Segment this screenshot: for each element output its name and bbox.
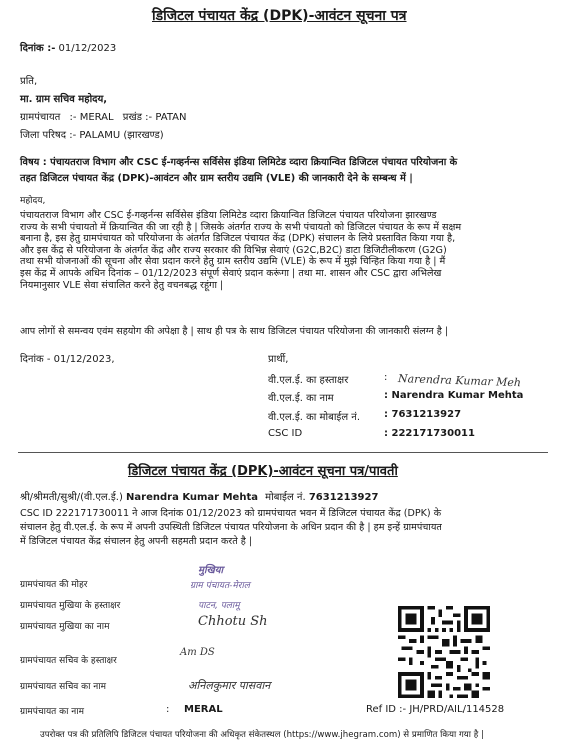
signoff-date: दिनांक - 01/12/2023, (20, 354, 115, 365)
block-value: PATAN (155, 112, 187, 123)
head-name-signature: Chhotu Sh (198, 614, 268, 629)
receipt-line-3: संचालन हेतु वी.एल.ई. के रूप में अपनी उपस्थिती डिजिटल पंचायत परियोजना के अधिन प्रदान की है | हम इन्हें ग्रामपंचायत (20, 522, 442, 533)
receipt-paragraph (20, 507, 442, 549)
panchayat-line (20, 109, 186, 123)
secretary-name-label: ग्रामपंचायत सचिव का नाम (20, 682, 106, 692)
footer-note: उपरोक्त पत्र की प्रतिलिपि डिजिटल पंचायत परियोजना की अधिकृत संकेतस्थल (https://www.jhegram.com) से प्रमाणित किया गया है | (40, 730, 484, 740)
subject-line-2: तहत डिजिटल पंचायत केंद्र (DPK)-आवंटन और ग्राम स्तरीय उद्यमि (VLE) की जानकारी देने के सम्बन्ध में | (20, 173, 413, 184)
vle-mobile-value: : 7631213927 (384, 409, 462, 420)
ref-id: Ref ID :- JH/PRD/AIL/114528 (366, 704, 505, 715)
secretary-sig-label: ग्रामपंचायत सचिव के हस्ताक्षर (20, 656, 117, 666)
vle-name-label: वी.एल.ई. का नाम (268, 393, 334, 404)
panchayat-value: :- MERAL (69, 112, 114, 123)
vle-sig-label: वी.एल.ई. का हस्ताक्षर (268, 375, 349, 386)
secretary-signature: Am DS (180, 647, 215, 658)
vle-sig-colon: : (384, 372, 388, 383)
qr-code (398, 606, 490, 698)
head-sig-text: पाटन, पलामू (198, 601, 240, 611)
receipt-line-1 (20, 489, 378, 503)
body-line: पंचायतराज विभाग और CSC ई-गव्हर्नन्स सर्विसेस इंडिया लिमिटेड व्दारा क्रियान्वित डिजिटल पंचायत परियोजना झारखण्ड (20, 210, 437, 221)
district-label: जिला परिषद (20, 130, 67, 141)
seal-text-1: मुखिया (198, 565, 224, 576)
seal-text-2: ग्राम पंचायत-मेराल (190, 581, 250, 591)
subject-line-1: विषय : पंचायतराज विभाग और CSC ई-गव्हर्नन्स सर्विसेस इंडिया लिमिटेड व्दारा क्रियान्वित डिजिटल पंचायत परियोजना के (20, 157, 458, 168)
body-line: बनाना है, इस हेतु ग्रामपंचायत को परियोजना के अंतर्गत डिजिटल पंचायत केंद्र (DPK) संचालन के लिये प्रस्तावित किया गया है, (20, 233, 456, 245)
page-title: डिजिटल पंचायत केंद्र (DPK)-आवंटन सूचना पत्र (152, 8, 407, 24)
prati-text: प्रति, (20, 76, 38, 87)
receipt-mobile-label: मोबाईल नं. (265, 492, 306, 503)
district-value: :- PALAMU (झारखण्ड) (69, 130, 164, 141)
body-line: इस केंद्र में आपके अधिन दिनांक – 01/12/2023 संपूर्ण सेवाएं प्रदान करूंगा | तथा मा. शासन और CSC द्वारा अभिलेख (20, 267, 442, 279)
subject-block (20, 155, 457, 187)
panchayat-label: ग्रामपंचायत (20, 112, 61, 123)
gp-name-colon: : (166, 704, 170, 715)
csc-id-label: CSC ID (268, 428, 303, 439)
receipt-prefix: श्री/श्रीमती/सुश्री/(वी.एल.ई.) (20, 492, 123, 503)
body-line: और इस केंद्र से परियोजना के अंतर्गत केंद्र और राज्य सरकार की विभिन्न सेवाएं (G2C,B2C) डाटा डिजिटीलीकरण (G2G) (20, 244, 447, 256)
body-paragraph (20, 210, 461, 291)
seal-label: ग्रामपंचायत की मोहर (20, 580, 88, 590)
body-line: राज्य के सभी पंचायतो में क्रियान्वित की जा रही है | जिसके अंतर्गत राज्य के सभी पंचायतो को डिजिटल पंचायत के रूप में सक्षम (20, 221, 462, 233)
receipt-line-2: CSC ID 222171730011 ने आज दिनांक 01/12/2023 को ग्रामपंचायत भवन में डिजिटल पंचायत केंद्र (DPK) के (20, 508, 442, 519)
receipt-vle-name: Narendra Kumar Mehta (126, 492, 258, 503)
date-value: 01/12/2023 (58, 43, 117, 54)
date-label: दिनांक :- (20, 43, 56, 54)
vle-mobile-label: वी.एल.ई. का मोबाईल नं. (268, 412, 361, 423)
body-line: तथा सभी योजनाओं की सूचना और सेवा प्रदान करने हेतु ग्राम स्तरीय उद्यमि (VLE) के रूप में मुझे चिन्हित किया गया है | मैं (20, 256, 446, 268)
head-name-label: ग्रामपंचायत मुखिया का नाम (20, 622, 110, 632)
receipt-title: डिजिटल पंचायत केंद्र (DPK)-आवंटन सूचना पत्र/पावती (128, 464, 398, 479)
vle-signature: Narendra Kumar Meh (397, 372, 522, 390)
closing-line: आप लोगों से समन्वय एवंम सहयोग की अपेक्षा है | साथ ही पत्र के साथ डिजिटल पंचायत परियोजना की जानकारी संलग्न है | (20, 326, 449, 337)
head-sig-label: ग्रामपंचायत मुखिया के हस्ताक्षर (20, 601, 121, 611)
addressee: मा. ग्राम सचिव महोदय, (20, 94, 108, 105)
prarthi-text: प्रार्थी, (268, 354, 289, 365)
block-label: प्रखंड :- (122, 112, 153, 123)
district-line (20, 127, 164, 141)
gp-name-value: MERAL (184, 704, 223, 715)
section-divider (18, 452, 548, 453)
vle-name-value: : Narendra Kumar Mehta (384, 390, 524, 401)
receipt-line-4: में डिजिटल पंचायत केंद्र संचालन हेतु अपनी सहमती प्रदान करते है | (20, 536, 253, 547)
receipt-mobile: 7631213927 (308, 492, 379, 503)
salutation: महोदय, (20, 196, 46, 206)
secretary-name-handwritten: अनिलकुमार पासवान (188, 679, 271, 692)
csc-id-value: : 222171730011 (384, 428, 475, 439)
body-line: नियमानुसार VLE सेवा संचालित करने हेतु वचनबद्ध रहूंगा | (20, 279, 224, 291)
gp-name-label: ग्रामपंचायत का नाम (20, 707, 84, 717)
date-line (20, 40, 116, 54)
